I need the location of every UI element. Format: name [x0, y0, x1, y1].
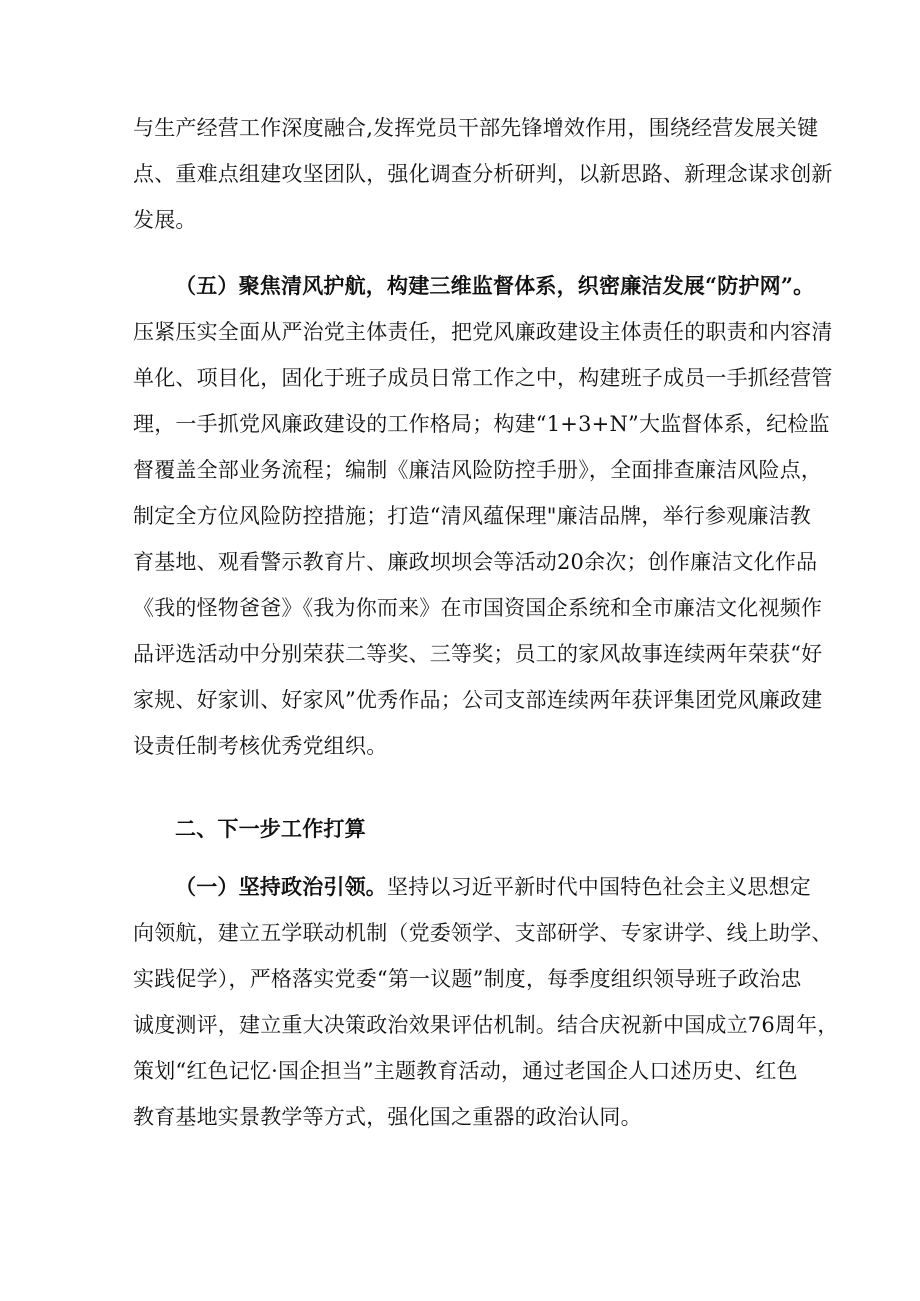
item-1-lead: （一）坚持政治引领。 — [175, 874, 387, 899]
item-1 — [133, 864, 839, 1140]
text-line: 设责任制考核优秀党组织。 — [133, 734, 388, 758]
text-line: 理，一手抓党风廉政建设的工作格局；构建“1+3+N”大监督体系，纪检监 — [133, 412, 830, 436]
text-line: 点、重难点组建攻坚团队，强化调查分析研判，以新思路、新理念谋求创新 — [133, 162, 833, 186]
text-line: 品评选活动中分别荣获二等奖、三等奖；员工的家风故事连续两年荣获“好 — [133, 642, 823, 666]
part-2 — [133, 806, 793, 852]
item-1-first-line — [133, 864, 811, 910]
text-line: 家规、好家训、好家风”优秀作品；公司支部连续两年获评集团党风廉政建 — [133, 688, 823, 712]
paragraph-intro — [133, 105, 833, 243]
text-line: 与生产经营工作深度融合,发挥党员干部先锋增效作用，围绕经营发展关键 — [133, 116, 819, 140]
part-2-heading: 二、下一步工作打算 — [175, 816, 366, 841]
text-line: 诚度测评，建立重大决策政治效果评估机制。结合庆祝新中国成立76周年， — [133, 1013, 839, 1037]
text-line: 制定全方位风险防控措施；打造“清风蕴保理"廉洁品牌，举行参观廉洁教 — [133, 504, 811, 528]
text-line: 单化、项目化，固化于班子成员日常工作之中，构建班子成员一手抓经营管 — [133, 366, 833, 390]
text-line: 育基地、观看警示教育片、廉政坝坝会等活动20余次；创作廉洁文化作品 — [133, 550, 818, 574]
text-line: 策划“红色记忆·国企担当”主题教育活动，通过老国企人口述历史、红色 — [133, 1059, 798, 1083]
text-line: 向领航，建立五学联动机制（党委领学、支部研学、专家讲学、线上助学、 — [133, 921, 833, 945]
section-5-heading: （五）聚焦清风护航，构建三维监督体系，织密廉洁发展“防护网”。 — [175, 273, 815, 298]
section-5 — [133, 263, 833, 769]
text-line: 《我的怪物爸爸》《我为你而来》在市国资国企系统和全市廉洁文化视频作 — [133, 596, 823, 620]
text-line: 压紧压实全面从严治党主体责任，把党风廉政建设主体责任的职责和内容清 — [133, 320, 833, 344]
text-line: 实践促学），严格落实党委“第一议题”制度，每季度组织领导班子政治忠 — [133, 967, 802, 991]
text-line: 督覆盖全部业务流程；编制《廉洁风险防控手册》，全面排查廉洁风险点， — [133, 458, 823, 482]
item-1-first-rest: 坚持以习近平新时代中国特色社会主义思想定 — [387, 875, 811, 899]
text-line: 教育基地实景教学等方式，强化国之重器的政治认同。 — [133, 1105, 642, 1129]
text-line: 发展。 — [133, 208, 197, 232]
